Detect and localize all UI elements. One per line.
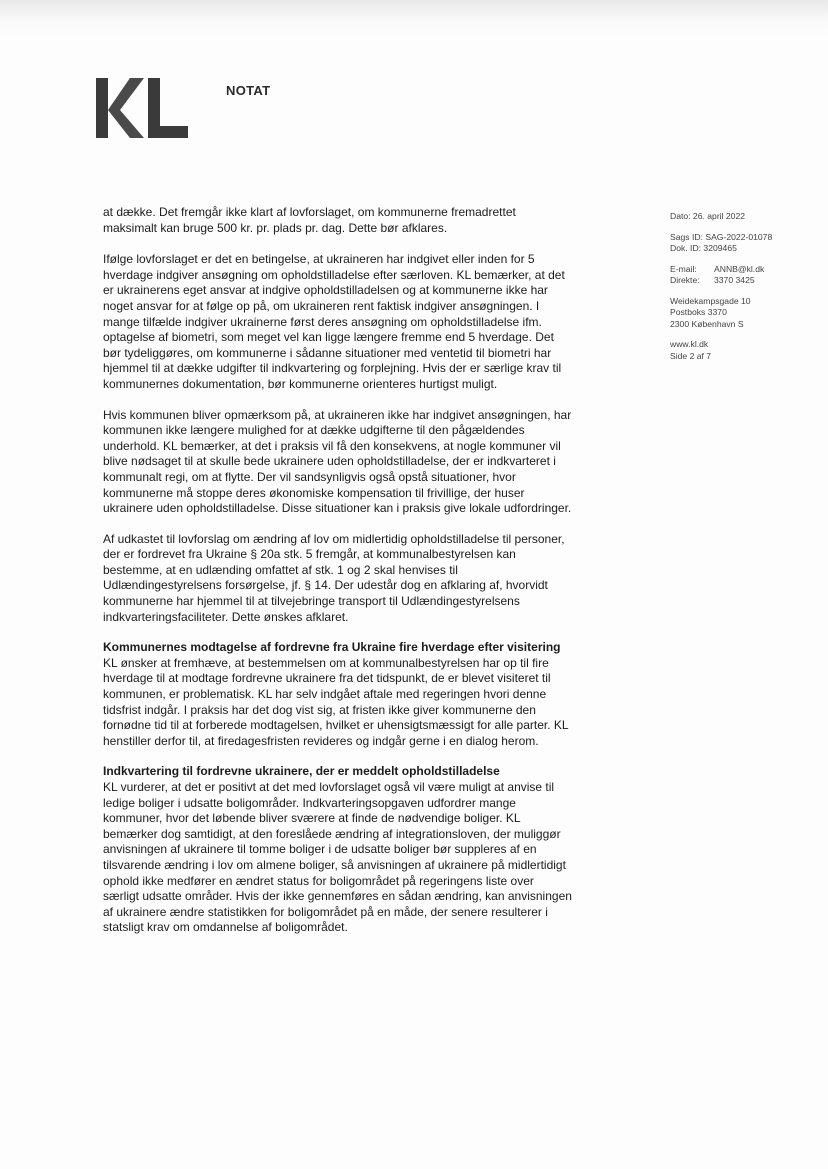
kl-logo xyxy=(96,78,188,138)
phone-label: Direkte: xyxy=(670,275,700,285)
document-type: NOTAT xyxy=(226,83,271,98)
email-row xyxy=(670,264,820,276)
metadata-sidebar xyxy=(670,211,820,371)
address-line: 2300 København S xyxy=(670,318,744,329)
date: Dato: 26. april 2022 xyxy=(670,211,746,221)
paragraph: Ifølge lovforslaget er det en betingelse, at ukraineren har indgivet eller inden for 5 hverdage indgiver ansøgning om opholdstilladelse efter særloven. KL bemærker, at det er ukrainerens eget ansvar at indgive opholdstilladelsen og at kommunerne ikke har noget ansvar for at følge op på, om ukraineren rent faktisk indgiver ansøgningen. I mange tilfælde indgiver ukrainerne først deres ansøgning om opholdstilladelse ifm. optagelse af biometri, som meget vel kan ligge længere fremme end 5 hverdage. Det bør tydeliggøres, om kommunerne i sådanne situationer med ventetid til biometri har hjemmel til at dække udgifter til indkvartering og forplejning. Hvis der er særlige krav til kommunernes dokumentation, bør kommunerne orienteres hurtigst muligt. xyxy=(103,252,565,391)
email-label: E-mail: xyxy=(670,263,697,274)
phone-value: 3370 3425 xyxy=(714,275,755,285)
section-heading: Indkvartering til fordrevne ukrainere, der er meddelt opholdstilladelse xyxy=(103,764,500,779)
paragraph: Af udkastet til lovforslag om ændring af lov om midlertidig opholdstilladelse til personer, der er fordrevet fra Ukraine § 20a stk. 5 fremgår, at kommunalbestyrelsen kan bestemme, at en udlænding omfattet af stk. 1 og 2 skal henvises til Udlændingestyrelsens forsørgelse, jf. § 14. Der udestår dog en afklaring af, hvorvidt kommunerne har hjemmel til at tilvejebringe transport til Udlændingestyrelsens indkvarteringsfaciliteter. Dette ønskes afklaret. xyxy=(103,531,565,624)
case-id: Sags ID: SAG-2022-01078 xyxy=(670,231,773,242)
email-value: ANNB@kl.dk xyxy=(714,263,765,274)
address-line: Weidekampsgade 10 xyxy=(670,295,751,306)
document-id: Dok. ID: 3209465 xyxy=(670,243,737,253)
phone-row xyxy=(670,275,820,287)
section-heading: Kommunernes modtagelse af fordrevne fra Ukraine fire hverdage efter visitering xyxy=(103,640,561,655)
page-number: Side 2 af 7 xyxy=(670,350,712,361)
paragraph: KL vurderer, at det er positivt at det med lovforslaget også vil være muligt at anvise til ledige boliger i udsatte boligområder. Indkvarteringsopgaven udfordrer mange kommuner, hvor det løbende bliver sværere at finde de nødvendige boliger. KL bemærker dog samtidigt, at den foreslåede ændring af integrationsloven, der muliggør anvisningen af ukrainere til tomme boliger i de udsatte boliger bør suppleres af en tilsvarende ændring i lov om almene boliger, så anvisningen af ukrainere på midlertidigt ophold ikke medfører en ændret status for boligområdet på regeringens liste over særligt udsatte områder. Hvis der ikke gennemføres en sådan ændring, kan anvisningen af ukrainere ændre statistikken for boligområdet på en måde, der senere resulterer i statsligt krav om omdannelse af boligområdet. xyxy=(103,780,572,935)
scan-edge xyxy=(0,0,828,36)
website: www.kl.dk xyxy=(670,339,709,349)
memo-body xyxy=(103,205,573,951)
paragraph: Hvis kommunen bliver opmærksom på, at ukraineren ikke har indgivet ansøgningen, har kommunen ikke længere mulighed for at dække udgifterne til den pågældendes underhold. KL bemærker, at det i praksis vil få den konsekvens, at nogle kommuner vil blive nødsaget til at skulle bede ukrainere uden opholdstilladelse, der er indkvarteret i kommunalt regi, om at flytte. Der vil sandsynligvis også opstå situationer, hvor kommunerne må stoppe deres økonomiske kompensation til frivillige, der huser ukrainere uden opholdstilladelse. Disse situationer kan i praksis give lokale udfordringer. xyxy=(103,407,572,516)
paragraph: at dække. Det fremgår ikke klart af lovforslaget, om kommunerne fremadrettet maksimalt kan bruge 500 kr. pr. plads pr. dag. Dette bør afklares. xyxy=(103,205,516,235)
address-line: Postboks 3370 xyxy=(670,307,727,317)
paragraph: KL ønsker at fremhæve, at bestemmelsen om at kommunalbestyrelsen har op til fire hverdage til at modtage fordrevne ukrainere fra det tidspunkt, de er blevet visiteret til kommunen, er problematisk. KL har selv indgået aftale med regeringen hvori denne tidsfrist indgår. I praksis har det dog vist sig, at fristen ikke giver kommunerne den fornødne tid til at forberede modtagelsen, hvilket er uhensigtsmæssigt for alle parter. KL henstiller derfor til, at firedagesfristen revideres og indgår gerne i en dialog herom. xyxy=(103,655,569,748)
